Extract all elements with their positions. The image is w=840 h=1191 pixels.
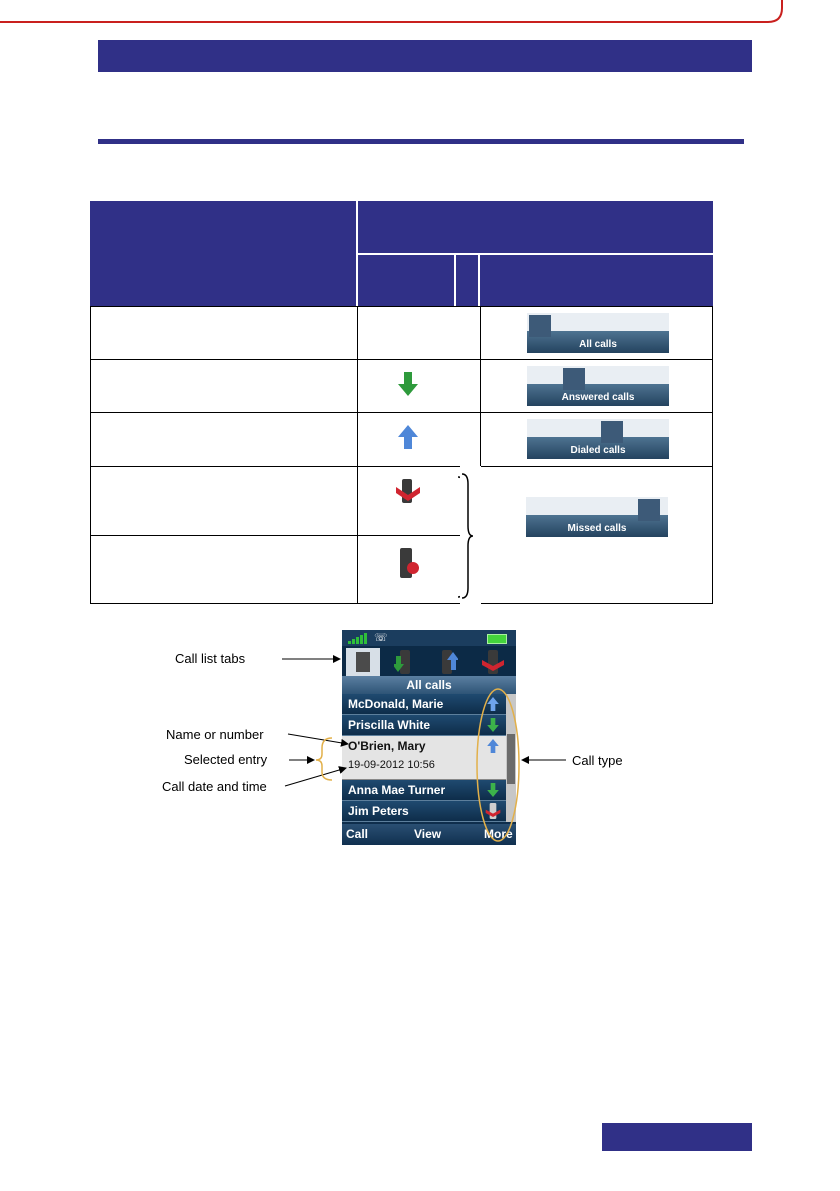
call-list-tabs[interactable] (342, 646, 516, 676)
all-calls-tab-thumbnail (527, 313, 669, 353)
entry-name: Jim Peters (348, 804, 409, 818)
table-cell (90, 359, 358, 413)
table-cell (480, 306, 713, 360)
table-cell (460, 466, 713, 604)
arrow-call-date-time (285, 768, 346, 786)
entry-name: Anna Mae Turner (348, 783, 446, 797)
page-footer-badge (602, 1123, 752, 1151)
annotation-call-type: Call type (572, 753, 623, 768)
tab-dialed-calls[interactable] (438, 650, 458, 674)
table-cell (90, 412, 358, 467)
scrollbar[interactable] (506, 694, 516, 822)
phone-missed-dot-icon (398, 548, 420, 580)
softkey-call[interactable]: Call (346, 827, 369, 841)
blue-up-arrow-icon (398, 425, 418, 449)
answered-calls-tab-thumbnail (527, 366, 669, 406)
header-divider (478, 253, 480, 306)
call-type-table (90, 201, 713, 604)
dialed-call-icon (486, 739, 500, 753)
phone-missed-icon (638, 499, 660, 521)
tab-all-calls[interactable] (346, 648, 380, 676)
green-down-arrow-icon (398, 372, 418, 396)
annotation-name-or-number: Name or number (166, 727, 264, 742)
entry-name: McDonald, Marie (348, 697, 444, 711)
scrollbar-thumb[interactable] (507, 734, 515, 784)
grouping-brace (460, 472, 474, 600)
softkey-bar (342, 824, 516, 845)
answered-call-icon (486, 783, 500, 797)
softkey-more[interactable]: More (484, 827, 513, 841)
tab-label: Missed calls (567, 523, 627, 534)
table-cell (480, 359, 713, 413)
table-cell (357, 359, 481, 413)
phone-dialed-icon (601, 421, 623, 443)
annotation-call-date-time: Call date and time (162, 779, 267, 794)
list-item[interactable] (342, 801, 506, 822)
phone-screen (342, 630, 516, 845)
battery-icon (487, 634, 507, 644)
section-title-rule (98, 139, 744, 144)
entry-name: O'Brien, Mary (348, 739, 426, 753)
header-divider (358, 253, 713, 255)
table-cell (90, 466, 358, 536)
dialed-calls-tab-thumbnail (527, 419, 669, 459)
annotation-call-list-tabs: Call list tabs (175, 651, 246, 666)
selected-list-item[interactable] (342, 736, 506, 780)
entry-date-time: 19-09-2012 10:56 (348, 759, 435, 771)
tab-answered-calls[interactable] (394, 650, 414, 674)
list-item[interactable] (342, 780, 506, 801)
table-cell (90, 535, 358, 604)
table-cell (480, 412, 713, 467)
signal-strength-icon (348, 633, 368, 644)
missed-calls-tab-thumbnail (526, 497, 668, 537)
list-item[interactable] (342, 715, 506, 736)
list-title: All calls (342, 676, 516, 694)
call-status-icon: ☏ (374, 632, 388, 644)
annotation-selected-entry: Selected entry (184, 752, 268, 767)
missed-call-icon (485, 803, 501, 819)
table-cell (357, 306, 481, 360)
tab-label: Dialed calls (570, 445, 626, 456)
status-bar (342, 630, 516, 646)
list-item[interactable] (342, 694, 506, 715)
table-cell (90, 306, 358, 360)
tab-label: All calls (579, 339, 617, 350)
answered-call-icon (486, 718, 500, 732)
chapter-header-bar (98, 40, 752, 72)
call-list-icon (356, 652, 370, 672)
table-cell (357, 412, 481, 467)
dialed-call-icon (486, 697, 500, 711)
header-divider (454, 253, 456, 306)
red-phone-missed-icon (396, 477, 420, 507)
call-list-icon (529, 315, 551, 337)
selected-entry-brace (316, 738, 332, 780)
entry-name: Priscilla White (348, 718, 431, 732)
phone-answered-icon (563, 368, 585, 390)
brace-gap (460, 466, 481, 604)
arrow-name-or-number (288, 734, 348, 744)
softkey-view[interactable]: View (414, 827, 442, 841)
tab-missed-calls[interactable] (482, 650, 504, 674)
tab-label: Answered calls (561, 392, 635, 403)
